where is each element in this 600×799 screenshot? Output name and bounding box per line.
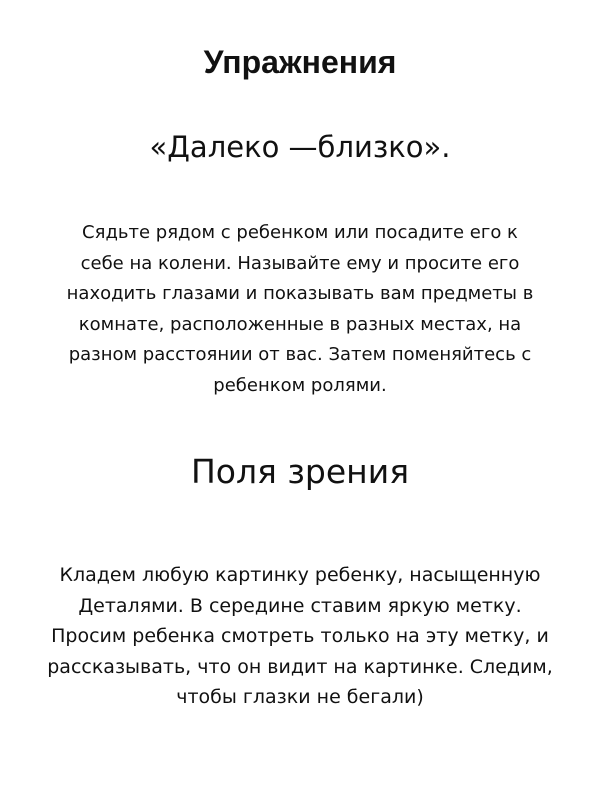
text-line: рассказывать, что он видит на картинке. Следим, [47,655,553,678]
text-line: Кладем любую картинку ребенку, насыщенную [59,564,541,586]
section-text-fields-of-view [20,560,580,713]
text-line: разном расстоянии от вас. Затем поменяйтесь с [68,344,532,365]
text-line: себе на колени. Называйте ему и просите его [80,252,520,274]
text-line: Просим ребенка смотреть только на эту метку, и [51,625,549,647]
text-line: находить глазами и показывать вам предметы в [66,283,534,304]
section-text-far-near [40,218,560,401]
section-heading-far-near: «Далеко —близко». [149,130,451,164]
text-line: комнате, расположенные в разных местах, на [78,313,522,335]
text-line: чтобы глазки не бегали) [176,686,424,708]
page-title: Упражнения [203,44,397,80]
text-line: Сядьте рядом с ребенком или посадите его к [82,222,518,243]
text-line: ребенком ролями. [213,374,387,396]
text-line: Деталями. В середине ставим яркую метку. [78,594,522,617]
section-heading-fields-of-view: Поля зрения [190,452,410,491]
